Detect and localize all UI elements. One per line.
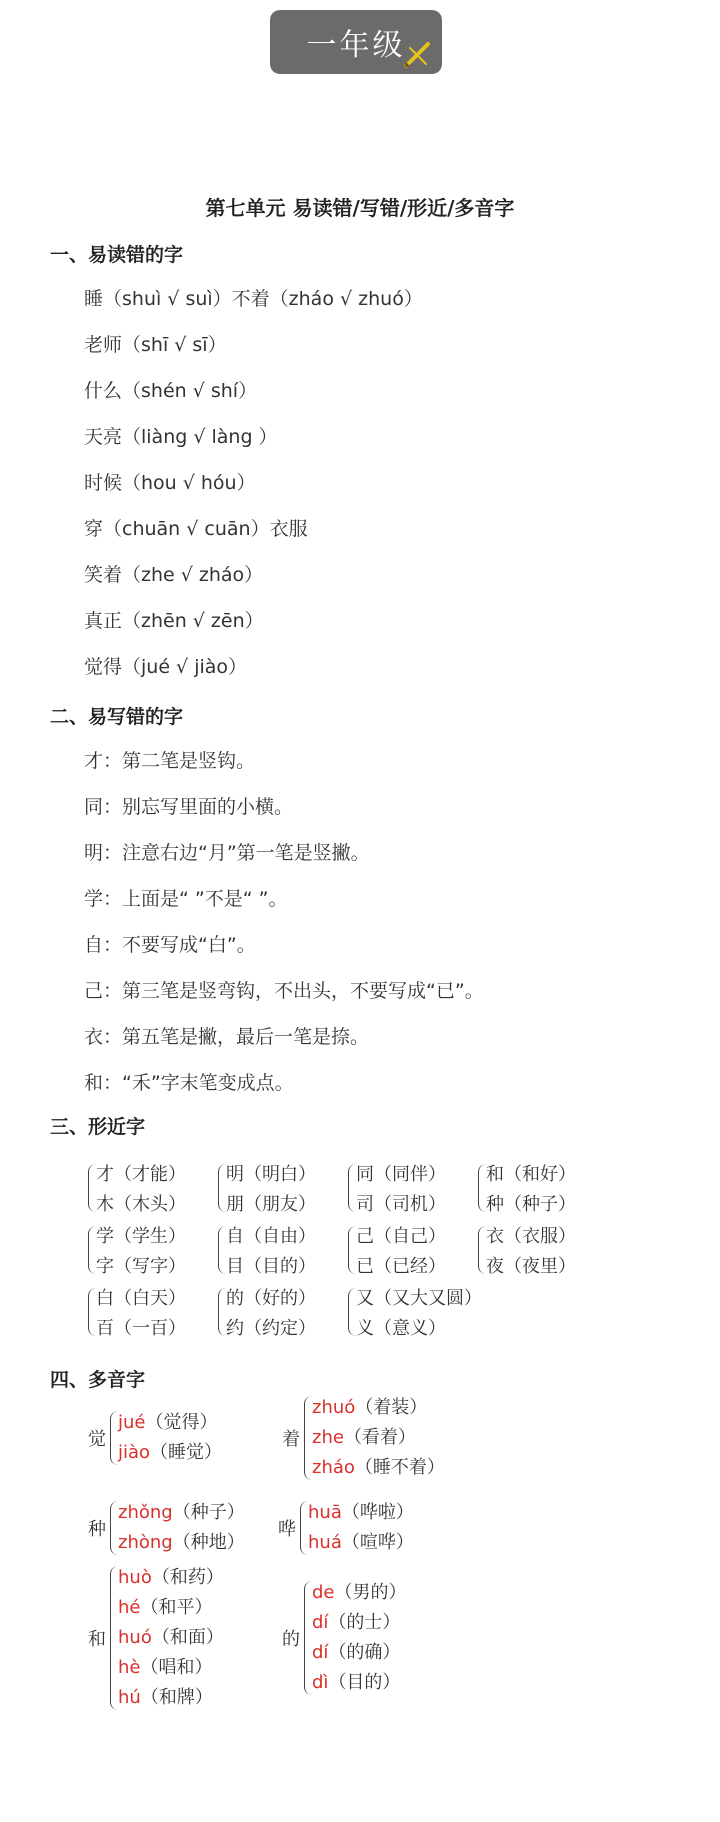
miswrite-line: 己：第三笔是竖弯钩，不出头，不要写成“已”。 bbox=[84, 980, 484, 1002]
pinyin: huò bbox=[118, 1567, 152, 1588]
similar-word: 夜（夜里） bbox=[486, 1256, 576, 1277]
misread-line: 笑着（zhe √ zháo） bbox=[84, 564, 264, 586]
brace-icon bbox=[88, 1226, 96, 1274]
pinyin: jué bbox=[118, 1412, 146, 1433]
polyphone-reading bbox=[118, 1563, 224, 1589]
example-word: （种地） bbox=[172, 1532, 245, 1553]
polyphone-char: 觉 bbox=[88, 1429, 106, 1450]
polyphone-reading bbox=[118, 1438, 222, 1464]
section-title-polyphone: 四、多音字 bbox=[50, 1369, 146, 1391]
miswrite-line: 才：第二笔是竖钩。 bbox=[84, 750, 256, 772]
example-word: （男的） bbox=[334, 1582, 407, 1603]
grade-badge bbox=[270, 10, 442, 74]
similar-word: 百（一百） bbox=[96, 1318, 186, 1339]
polyphone-reading bbox=[312, 1638, 400, 1664]
misread-line: 老师（shī √ sī） bbox=[84, 334, 227, 356]
polyphone-char: 的 bbox=[282, 1629, 300, 1650]
similar-word: 的（好的） bbox=[226, 1288, 316, 1309]
brace-icon bbox=[304, 1396, 312, 1480]
polyphone-reading bbox=[312, 1423, 416, 1449]
similar-word: 字（写字） bbox=[96, 1256, 186, 1277]
polyphone-reading bbox=[118, 1683, 213, 1709]
polyphone-group bbox=[88, 1563, 288, 1713]
grade-label: 一年级 bbox=[306, 28, 406, 63]
pinyin: zhòng bbox=[118, 1532, 173, 1553]
example-word: （的确） bbox=[328, 1642, 401, 1663]
pinyin: huā bbox=[308, 1502, 342, 1523]
similar-word: 和（和好） bbox=[486, 1164, 576, 1185]
brace-icon bbox=[218, 1164, 226, 1212]
polyphone-reading bbox=[312, 1453, 445, 1479]
similar-word: 同（同伴） bbox=[356, 1164, 446, 1185]
similar-word: 才（才能） bbox=[96, 1164, 186, 1185]
example-word: （目的） bbox=[328, 1672, 401, 1693]
example-word: （哗啦） bbox=[341, 1502, 414, 1523]
miswrite-line: 和：“禾”字末笔变成点。 bbox=[84, 1072, 294, 1094]
brace-icon bbox=[218, 1226, 226, 1274]
similar-word: 目（目的） bbox=[226, 1256, 316, 1277]
example-word: （和面） bbox=[151, 1627, 224, 1648]
similar-word: 司（司机） bbox=[356, 1194, 446, 1215]
similar-pair bbox=[478, 1222, 628, 1280]
unit-title: 第七单元 易读错/写错/形近/多音字 bbox=[205, 196, 515, 220]
similar-word: 自（自由） bbox=[226, 1226, 316, 1247]
example-word: （觉得） bbox=[145, 1412, 218, 1433]
example-word: （看着） bbox=[343, 1427, 416, 1448]
brace-icon bbox=[88, 1288, 96, 1336]
brace-icon bbox=[88, 1164, 96, 1212]
similar-pair bbox=[218, 1222, 368, 1280]
pinyin: dí bbox=[312, 1642, 329, 1663]
similar-word: 己（自己） bbox=[356, 1226, 446, 1247]
polyphone-char: 着 bbox=[282, 1429, 300, 1450]
similar-pair bbox=[348, 1284, 498, 1342]
similar-word: 木（木头） bbox=[96, 1194, 186, 1215]
polyphone-reading bbox=[118, 1528, 245, 1554]
polyphone-group bbox=[88, 1408, 288, 1468]
pencil-icon bbox=[402, 40, 432, 70]
similar-pair bbox=[88, 1160, 238, 1218]
polyphone-group bbox=[282, 1578, 482, 1698]
misread-line: 穿（chuān √ cuān）衣服 bbox=[84, 518, 308, 540]
pinyin: de bbox=[312, 1582, 335, 1603]
misread-line: 睡（shuì √ suì）不着（zháo √ zhuó） bbox=[84, 288, 423, 310]
example-word: （着装） bbox=[355, 1397, 428, 1418]
similar-word: 朋（朋友） bbox=[226, 1194, 316, 1215]
example-word: （喧哗） bbox=[341, 1532, 414, 1553]
pinyin: hé bbox=[118, 1597, 141, 1618]
polyphone-reading bbox=[118, 1623, 224, 1649]
example-word: （和平） bbox=[140, 1597, 213, 1618]
similar-word: 种（种子） bbox=[486, 1194, 576, 1215]
misread-line: 时候（hou √ hóu） bbox=[84, 472, 256, 494]
polyphone-group bbox=[278, 1498, 478, 1558]
pinyin: hè bbox=[118, 1657, 141, 1678]
polyphone-char: 哗 bbox=[278, 1519, 296, 1540]
polyphone-char: 种 bbox=[88, 1519, 106, 1540]
polyphone-reading bbox=[312, 1668, 400, 1694]
misread-line: 觉得（jué √ jiào） bbox=[84, 656, 248, 678]
similar-pair bbox=[478, 1160, 628, 1218]
similar-word: 又（又大又圆） bbox=[356, 1288, 482, 1309]
polyphone-reading bbox=[308, 1498, 414, 1524]
polyphone-reading bbox=[118, 1498, 245, 1524]
brace-icon bbox=[110, 1411, 118, 1465]
similar-word: 衣（衣服） bbox=[486, 1226, 576, 1247]
similar-pair bbox=[348, 1222, 498, 1280]
polyphone-reading bbox=[118, 1408, 217, 1434]
misread-line: 天亮（liàng √ làng ） bbox=[84, 426, 278, 448]
example-word: （睡觉） bbox=[150, 1442, 223, 1463]
polyphone-reading bbox=[312, 1608, 400, 1634]
polyphone-reading bbox=[118, 1593, 212, 1619]
pinyin: zhuó bbox=[312, 1397, 356, 1418]
example-word: （和牌） bbox=[140, 1687, 213, 1708]
brace-icon bbox=[110, 1501, 118, 1555]
brace-icon bbox=[300, 1501, 308, 1555]
brace-icon bbox=[348, 1288, 356, 1336]
section-title-misread: 一、易读错的字 bbox=[50, 244, 184, 266]
example-word: （和药） bbox=[151, 1567, 224, 1588]
similar-word: 明（明白） bbox=[226, 1164, 316, 1185]
similar-word: 义（意义） bbox=[356, 1318, 446, 1339]
similar-pair bbox=[218, 1160, 368, 1218]
similar-pair bbox=[88, 1284, 238, 1342]
miswrite-line: 学：上面是“ ”不是“ ”。 bbox=[84, 888, 288, 910]
brace-icon bbox=[478, 1226, 486, 1274]
miswrite-line: 明：注意右边“月”第一笔是竖撇。 bbox=[84, 842, 370, 864]
polyphone-reading bbox=[308, 1528, 414, 1554]
example-word: （唱和） bbox=[140, 1657, 213, 1678]
similar-word: 约（约定） bbox=[226, 1318, 316, 1339]
pinyin: huá bbox=[308, 1532, 342, 1553]
pinyin: zháo bbox=[312, 1457, 355, 1478]
miswrite-line: 同：别忘写里面的小横。 bbox=[84, 796, 294, 818]
miswrite-line: 自：不要写成“白”。 bbox=[84, 934, 256, 956]
similar-word: 白（白天） bbox=[96, 1288, 186, 1309]
polyphone-group bbox=[282, 1393, 482, 1483]
similar-pair bbox=[218, 1284, 368, 1342]
pinyin: jiào bbox=[118, 1442, 151, 1463]
brace-icon bbox=[478, 1164, 486, 1212]
section-title-miswrite: 二、易写错的字 bbox=[50, 706, 184, 728]
pinyin: zhǒng bbox=[118, 1502, 173, 1523]
example-word: （睡不着） bbox=[354, 1457, 445, 1478]
miswrite-line: 衣：第五笔是撇，最后一笔是捺。 bbox=[84, 1026, 370, 1048]
pinyin: dí bbox=[312, 1612, 329, 1633]
brace-icon bbox=[218, 1288, 226, 1336]
misread-line: 什么（shén √ shí） bbox=[84, 380, 258, 402]
brace-icon bbox=[110, 1566, 118, 1710]
section-title-similar: 三、形近字 bbox=[50, 1116, 146, 1138]
similar-word: 学（学生） bbox=[96, 1226, 186, 1247]
example-word: （种子） bbox=[172, 1502, 245, 1523]
similar-pair bbox=[88, 1222, 238, 1280]
polyphone-reading bbox=[118, 1653, 212, 1679]
polyphone-char: 和 bbox=[88, 1629, 106, 1650]
misread-line: 真正（zhēn √ zēn） bbox=[84, 610, 264, 632]
similar-word: 已（已经） bbox=[356, 1256, 446, 1277]
polyphone-reading bbox=[312, 1578, 407, 1604]
example-word: （的士） bbox=[328, 1612, 401, 1633]
brace-icon bbox=[348, 1226, 356, 1274]
pinyin: zhe bbox=[312, 1427, 344, 1448]
brace-icon bbox=[304, 1581, 312, 1695]
polyphone-group bbox=[88, 1498, 288, 1558]
pinyin: huó bbox=[118, 1627, 152, 1648]
similar-pair bbox=[348, 1160, 498, 1218]
polyphone-reading bbox=[312, 1393, 427, 1419]
pinyin: dì bbox=[312, 1672, 329, 1693]
pinyin: hú bbox=[118, 1687, 141, 1708]
brace-icon bbox=[348, 1164, 356, 1212]
